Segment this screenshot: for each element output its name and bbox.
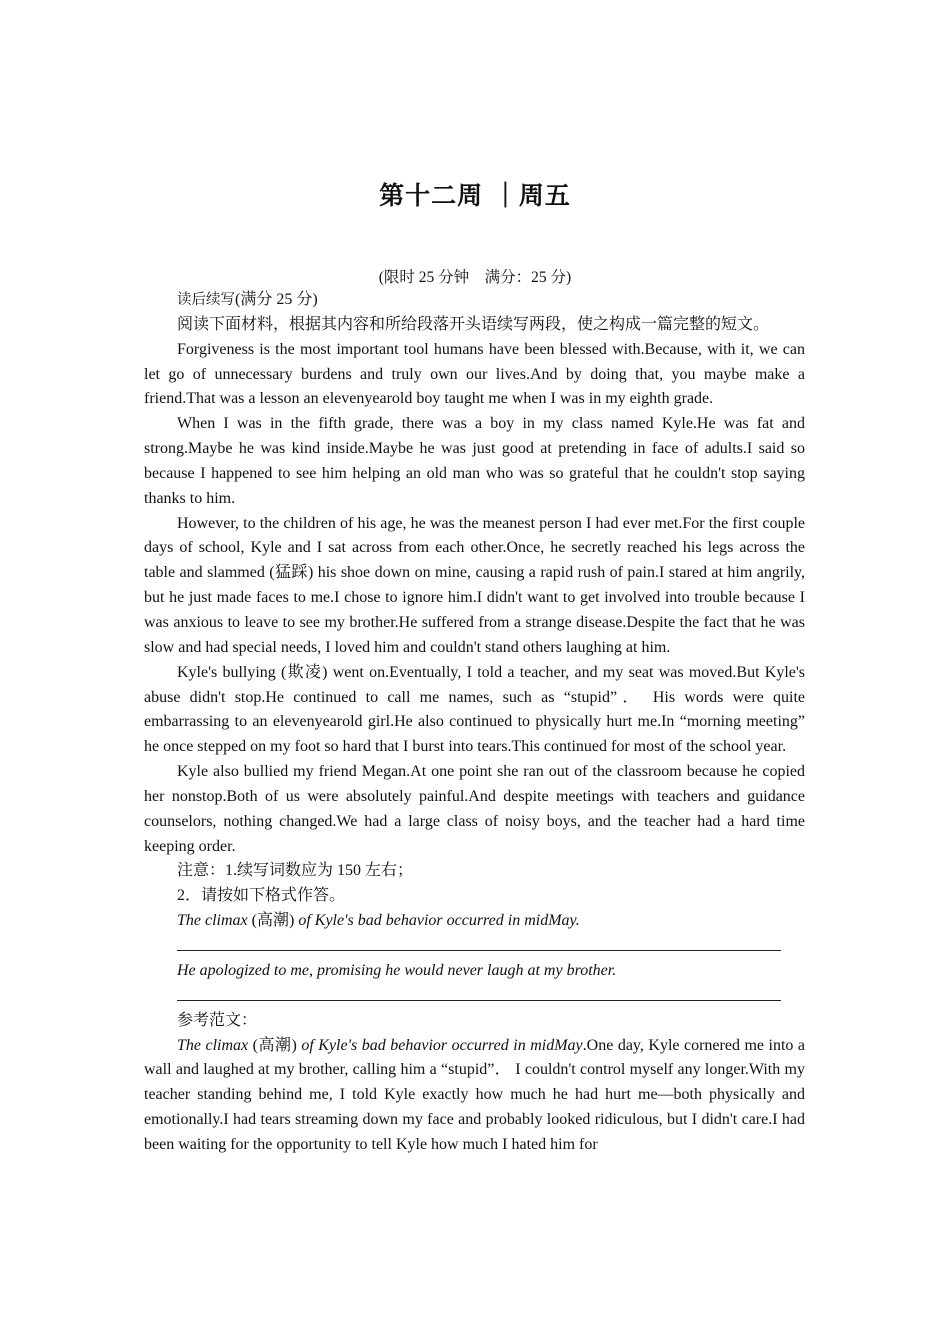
instruction-text: 阅读下面材料，根据其内容和所给段落开头语续写两段，使之构成一篇完整的短文。 xyxy=(177,315,770,333)
reference-label: 参考范文： xyxy=(177,1011,258,1029)
prompt1-part-a: The climax xyxy=(177,912,252,930)
continuation-prompt-2: He apologized to me, promising he would never laugh at my brother. xyxy=(177,961,617,979)
continuation-prompt-1 xyxy=(144,909,805,934)
paragraph-2: When I was in the fifth grade, there was a boy in my class named Kyle.He was fat and strong.Maybe he was kind inside.Maybe he was just good at pretending in face of adults.I said so because I happened to see him helping an old man who was so grateful that he couldn't stop saying thanks to him. xyxy=(144,415,805,507)
time-limit-subtitle: (限时 25 分钟 满分：25 分) xyxy=(378,269,572,286)
section-heading-line xyxy=(144,288,805,313)
ref-part-a: The climax xyxy=(177,1036,253,1054)
note-1: 注意：1.续写词数应为 150 左右； xyxy=(177,862,414,880)
section-score: (满分 25 分) xyxy=(235,291,318,308)
paragraph-5: Kyle also bullied my friend Megan.At one point she ran out of the classroom because he copied her nonstop.Both of us were absolutely painful.And despite meetings with teachers and guidance counselors, nothing changed.We had a large class of noisy boys, and the teacher had a hard time keeping order. xyxy=(144,763,805,855)
answer-line-1 xyxy=(177,934,781,951)
document-body xyxy=(144,288,805,1158)
ref-part-b: (高潮) xyxy=(252,1036,302,1054)
ref-part-c: of Kyle's bad behavior occurred in midMay xyxy=(301,1036,583,1054)
prompt1-part-b: (高潮) xyxy=(251,912,299,930)
reference-essay xyxy=(144,1034,805,1158)
paragraph-1: Forgiveness is the most important tool humans have been blessed with.Because, with it, we can let go of unnecessary burdens and truly own our lives.And by doing that, you maybe make a friend.That was a lesson an elevenyearold boy taught me when I was in my eighth grade. xyxy=(144,340,805,408)
paragraph-3: However, to the children of his age, he was the meanest person I had ever met.For the first couple days of school, Kyle and I sat across from each other.Once, he secretly reached his legs across the table and slammed (猛踩) his shoe down on mine, causing a rapid rush of pain.I stared at him angrily, but he just made faces to me.I chose to ignore him.I didn't want to get involved into trouble because I was anxious to leave to see my brother.He suffered from a strange disease.Despite the fact that he was slow and had special needs, I loved him and couldn't stand others laughing at him. xyxy=(144,514,805,656)
paragraph-4: Kyle's bullying (欺凌) went on.Eventually, I told a teacher, and my seat was moved.But Kyle's abuse didn't stop.He continued to call me names, such as “stupid”． His words were quite embarrassing to an elevenyearold girl.He also continued to physically hurt me.In “morning meeting” he once stepped on my foot so hard that I burst into tears.This continued for most of the school year. xyxy=(144,663,805,756)
ref-text: .One day, Kyle cornered me into a wall and laughed at my brother, calling him a “stupid”． I couldn't control myself any longer.With my teacher standing behind me, I told Kyle exactly how much he had hurt me—both physically and emotionally.I had tears streaming down my face and probably looked ridiculous, but I didn't care.I had been waiting for the opportunity to tell Kyle how much I hated him for xyxy=(144,1036,805,1153)
answer-line-2 xyxy=(177,984,781,1001)
prompt1-part-c: of Kyle's bad behavior occurred in midMay. xyxy=(298,912,580,930)
section-heading: 读后续写 xyxy=(177,292,235,308)
page-title: 第十二周 ｜周五 xyxy=(379,181,571,210)
note-2: 2．请按如下格式作答。 xyxy=(177,887,346,905)
